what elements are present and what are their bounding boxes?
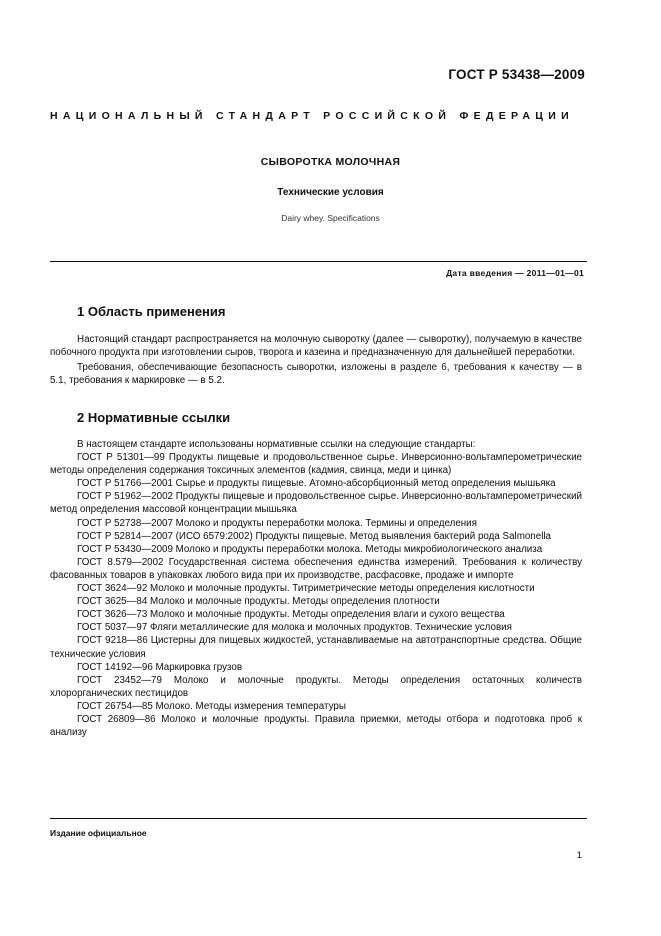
reference-item: ГОСТ 9218—86 Цистерны для пищевых жидкостей, устанавливаемые на автотранспортные средства. Общие технические условия [50,635,582,660]
references-intro: В настоящем стандарте использованы нормативные ссылки на следующие стандарты: [77,439,476,450]
reference-item: ГОСТ 26754—85 Молоко. Методы измерения температуры [77,700,346,712]
reference-item: ГОСТ 8.579—2002 Государственная система обеспечения единства измерений. Требования к количеству фасованных товаров в упаковках любого вида при их производстве, расфасовке, продаже и импорте [50,556,582,581]
document-title: СЫВОРОТКА МОЛОЧНАЯ [260,156,401,168]
reference-item: ГОСТ Р 51766—2001 Сырье и продукты пищевые. Атомно-абсорбционный метод определения мышьяка [77,478,556,490]
footer-divider [50,818,587,819]
introduction-date: Дата введения — 2011—01—01 [446,268,584,278]
reference-item: ГОСТ 5037—97 Фляги металлические для молока и молочных продуктов. Технические условия [77,622,512,634]
reference-item: ГОСТ Р 51301—99 Продукты пищевые и продовольственное сырье. Инверсионно-вольтамперометрические методы определения содержания токсичных элементов (кадмия, свинца, меди и цинка) [50,452,582,477]
reference-item: ГОСТ 3624—92 Молоко и молочные продукты. Титриметрические методы определения кислотности [77,583,535,595]
document-subtitle: Технические условия [277,187,384,198]
section-2-heading: 2 Нормативные ссылки [77,410,231,425]
reference-item: ГОСТ 23452—79 Молоко и молочные продукты. Методы определения остаточных количеств хлорорганических пестицидов [50,674,582,699]
section-1-paragraph: Настоящий стандарт распространяется на молочную сыворотку (далее — сыворотку), получаемую в качестве побочного продукта при изготовлении сыров, творога и казеина и предназначенную для дальнейшей переработки. [50,334,582,359]
reference-item: ГОСТ 14192—96 Маркировка грузов [77,661,243,673]
official-edition-label: Издание официальное [50,828,147,838]
section-1-heading: 1 Область применения [77,304,226,319]
reference-item: ГОСТ 3626—73 Молоко и молочные продукты. Методы определения влаги и сухого вещества [77,609,505,621]
top-divider [50,261,587,262]
document-code: ГОСТ Р 53438—2009 [448,67,585,82]
reference-item: ГОСТ Р 53430—2009 Молоко и продукты переработки молока. Методы микробиологического анализа [77,543,543,555]
reference-item: ГОСТ Р 52814—2007 (ИСО 6579:2002) Продукты пищевые. Метод выявления бактерий рода Salmonella [77,530,552,542]
reference-item: ГОСТ Р 52738—2007 Молоко и продукты переработки молока. Термины и определения [77,517,477,529]
reference-item: ГОСТ 3625—84 Молоко и молочные продукты. Методы определения плотности [77,596,440,608]
english-title: Dairy whey. Specifications [281,213,380,223]
section-1-body [50,333,582,387]
reference-item: ГОСТ Р 51962—2002 Продукты пищевые и продовольственное сырье. Инверсионно-вольтамперометрический метод определения массовой концентрации мышьяка [50,491,582,516]
section-1-paragraph: Требования, обеспечивающие безопасность сыворотки, изложены в разделе 6, требования к качеству — в 5.1, требования к маркировке — в 5.2. [50,362,582,387]
page-number: 1 [576,850,582,861]
national-standard-line: НАЦИОНАЛЬНЫЙ СТАНДАРТ РОССИЙСКОЙ ФЕДЕРАЦИИ [50,110,574,122]
normative-references-list [50,438,582,739]
reference-item: ГОСТ 26809—86 Молоко и молочные продукты. Правила приемки, методы отбора и подготовка проб к анализу [50,713,582,739]
